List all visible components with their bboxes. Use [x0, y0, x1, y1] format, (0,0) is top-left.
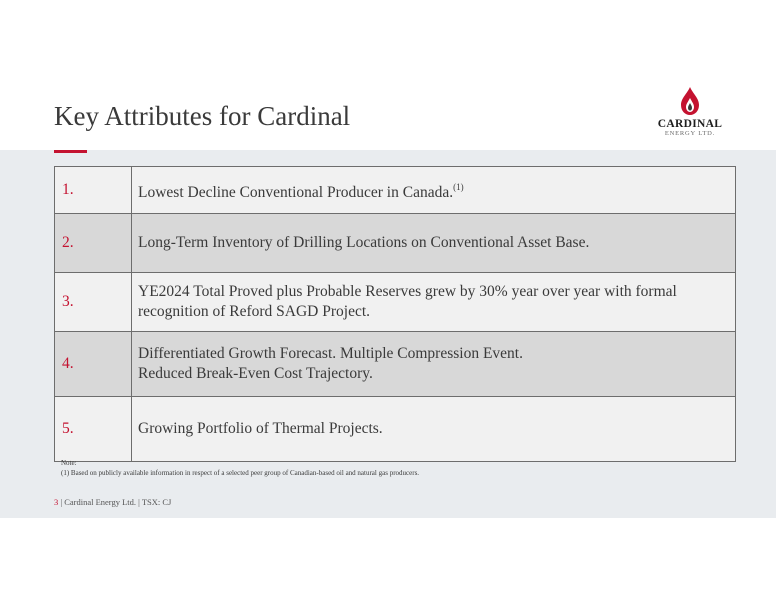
attribute-text — [132, 332, 736, 397]
attribute-number: 5. — [55, 397, 132, 462]
footnote — [61, 458, 419, 478]
table-row — [55, 332, 736, 397]
logo-subtitle: ENERGY LTD. — [664, 130, 716, 137]
logo-name: CARDINAL — [657, 118, 723, 130]
attribute-number: 1. — [55, 167, 132, 214]
attribute-line: recognition of Reford SAGD Project. — [138, 303, 371, 320]
page-number: 3 — [54, 497, 59, 507]
note-text: (1) Based on publicly available information in respect of a selected peer group of Canadian-based oil and natural gas producers. — [61, 469, 420, 477]
flame-drop-icon — [678, 86, 702, 116]
table-row — [55, 214, 736, 273]
footer-text: | Cardinal Energy Ltd. | TSX: CJ — [58, 497, 172, 507]
attribute-line: YE2024 Total Proved plus Probable Reserves grew by 30% year over year with formal — [138, 283, 677, 300]
attribute-line: Lowest Decline Conventional Producer in Canada. — [138, 184, 454, 201]
attribute-text — [132, 273, 736, 332]
company-logo — [652, 86, 728, 146]
attribute-number: 3. — [55, 273, 132, 332]
attribute-line: Growing Portfolio of Thermal Projects. — [138, 420, 383, 437]
attribute-text — [132, 214, 736, 273]
table-row — [55, 273, 736, 332]
table-row — [55, 397, 736, 462]
attribute-number: 4. — [55, 332, 132, 397]
attribute-text — [132, 397, 736, 462]
attribute-line: Differentiated Growth Forecast. Multiple Compression Event. — [138, 345, 523, 362]
page-title: Key Attributes for Cardinal — [54, 101, 351, 131]
attributes-table — [54, 166, 736, 462]
table-row — [55, 167, 736, 214]
page-footer — [54, 497, 171, 507]
attribute-number: 2. — [55, 214, 132, 273]
attribute-line: Reduced Break-Even Cost Trajectory. — [138, 365, 373, 382]
attribute-text — [132, 167, 736, 214]
footnote-marker: (1) — [453, 182, 464, 192]
attribute-line: Long-Term Inventory of Drilling Locations on Conventional Asset Base. — [138, 234, 590, 251]
title-underline — [54, 150, 87, 153]
note-label: Note: — [61, 459, 77, 467]
